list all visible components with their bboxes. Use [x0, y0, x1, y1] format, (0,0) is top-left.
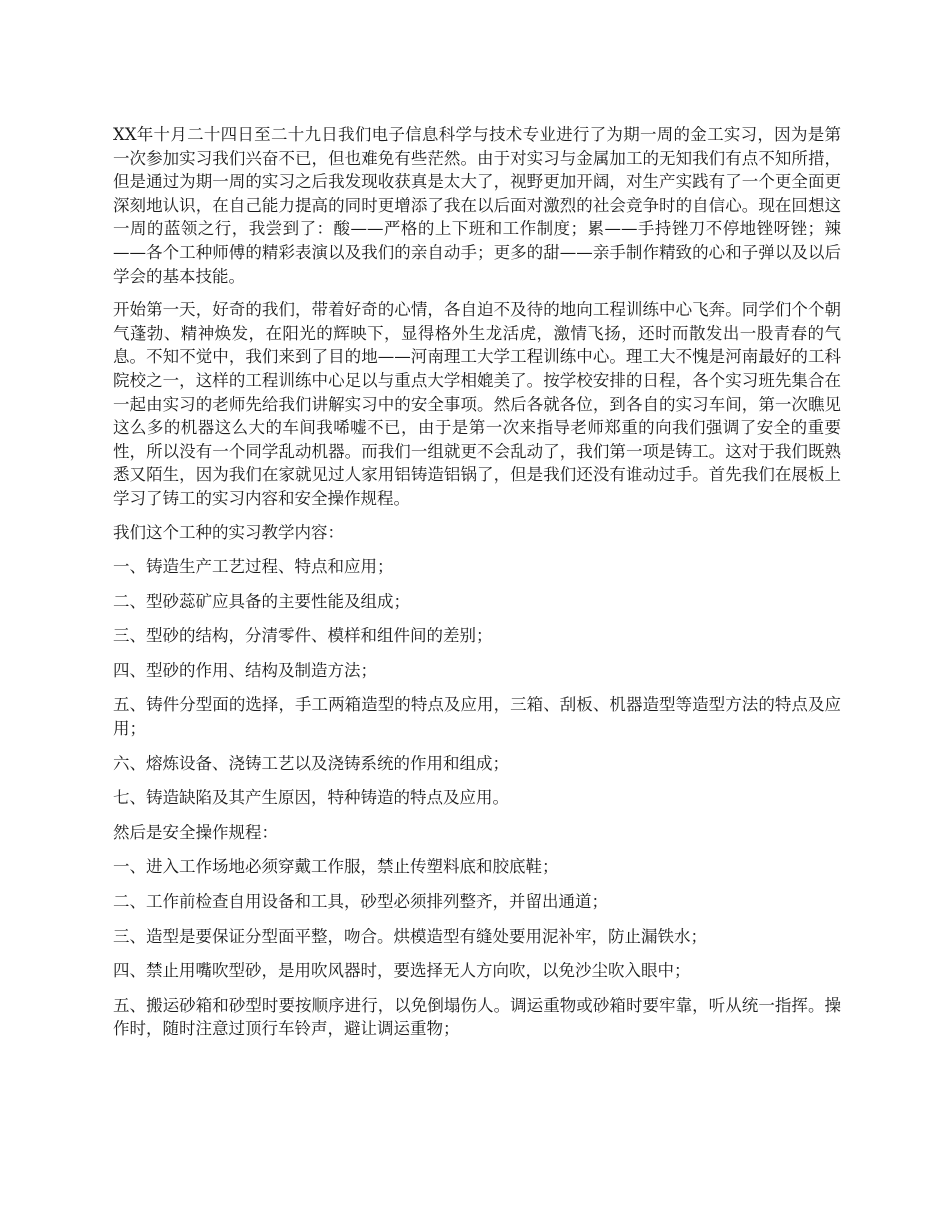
teaching-content-heading: 我们这个工种的实习教学内容：: [113, 522, 344, 542]
teaching-item-4: 四、型砂的作用、结构及制造方法；: [113, 660, 377, 680]
intro-paragraph: XX年十月二十四日至二十九日我们电子信息科学与技术专业进行了为期一周的金工实习，因为是第一次参加实习我们兴奋不已，但也难免有些茫然。由于对实习与金属加工的无知我们有点不知所措，但是通过为期一周的实习之后我发现收获真是太大了，视野更加开阔，对生产实践有了一个更全面更深刻地认识，在自己能力提高的同时更增添了我在以后面对激烈的社会竞争时的自信心。现在回想这一周的蓝领之行，我尝到了：酸——严格的上下班和工作制度；累——手持锉刀不停地锉呀锉；辣——各个工种师傅的精彩表演以及我们的亲自动手；更多的甜——亲手制作精致的心和子弹以及以后学会的基本技能。: [113, 125, 841, 286]
document-body: [113, 123, 841, 1052]
teaching-item-5: 五、铸件分型面的选择，手工两箱造型的特点及应用，三箱、刮板、机器造型等造型方法的特点及应用；: [113, 695, 841, 739]
safety-rule-5: 五、搬运砂箱和砂型时要按顺序进行，以免倒塌伤人。调运重物或砂箱时要牢靠，听从统一指挥。操作时，随时注意过顶行车铃声，避让调运重物；: [113, 995, 841, 1039]
safety-rule-1: 一、进入工作场地必须穿戴工作服，禁止传塑料底和胶底鞋；: [113, 857, 559, 877]
teaching-item-2: 二、型砂蕊矿应具备的主要性能及组成；: [113, 591, 410, 611]
safety-rule-4: 四、禁止用嘴吹型砂，是用吹风器时，要选择无人方向吹，以免沙尘吹入眼中；: [113, 961, 691, 981]
safety-rules-heading: 然后是安全操作规程：: [113, 822, 278, 842]
teaching-item-6: 六、熔炼设备、浇铸工艺以及浇铸系统的作用和组成；: [113, 753, 509, 773]
safety-rule-2: 二、工作前检查自用设备和工具，砂型必须排列整齐，并留出通道；: [113, 892, 608, 912]
teaching-item-1: 一、铸造生产工艺过程、特点和应用；: [113, 557, 394, 577]
teaching-item-7: 七、铸造缺陷及其产生原因，特种铸造的特点及应用。: [113, 788, 509, 808]
teaching-item-3: 三、型砂的结构，分清零件、模样和组件间的差别；: [113, 626, 493, 646]
safety-rule-3: 三、造型是要保证分型面平整，吻合。烘模造型有缝处要用泥补牢，防止漏铁水；: [113, 926, 707, 946]
first-day-paragraph: 开始第一天，好奇的我们，带着好奇的心情，各自迫不及待的地向工程训练中心飞奔。同学们个个朝气蓬勃、精神焕发，在阳光的辉映下，显得格外生龙活虎，激情飞扬，还时而散发出一股青春的气息。不知不觉中，我们来到了目的地——河南理工大学工程训练中心。理工大不愧是河南最好的工科院校之一，这样的工程训练中心足以与重点大学相媲美了。按学校安排的日程，各个实习班先集合在一起由实习的老师先给我们讲解实习中的安全事项。然后各就各位，到各自的实习车间，第一次瞧见这么多的机器这么大的车间我唏嘘不已，由于是第一次来指导老师郑重的向我们强调了安全的重要性，所以没有一个同学乱动机器。而我们一组就更不会乱动了，我们第一项是铸工。这对于我们既熟悉又陌生，因为我们在家就见过人家用铝铸造铝锅了，但是我们还没有谁动过手。首先我们在展板上学习了铸工的实习内容和安全操作规程。: [113, 300, 841, 508]
